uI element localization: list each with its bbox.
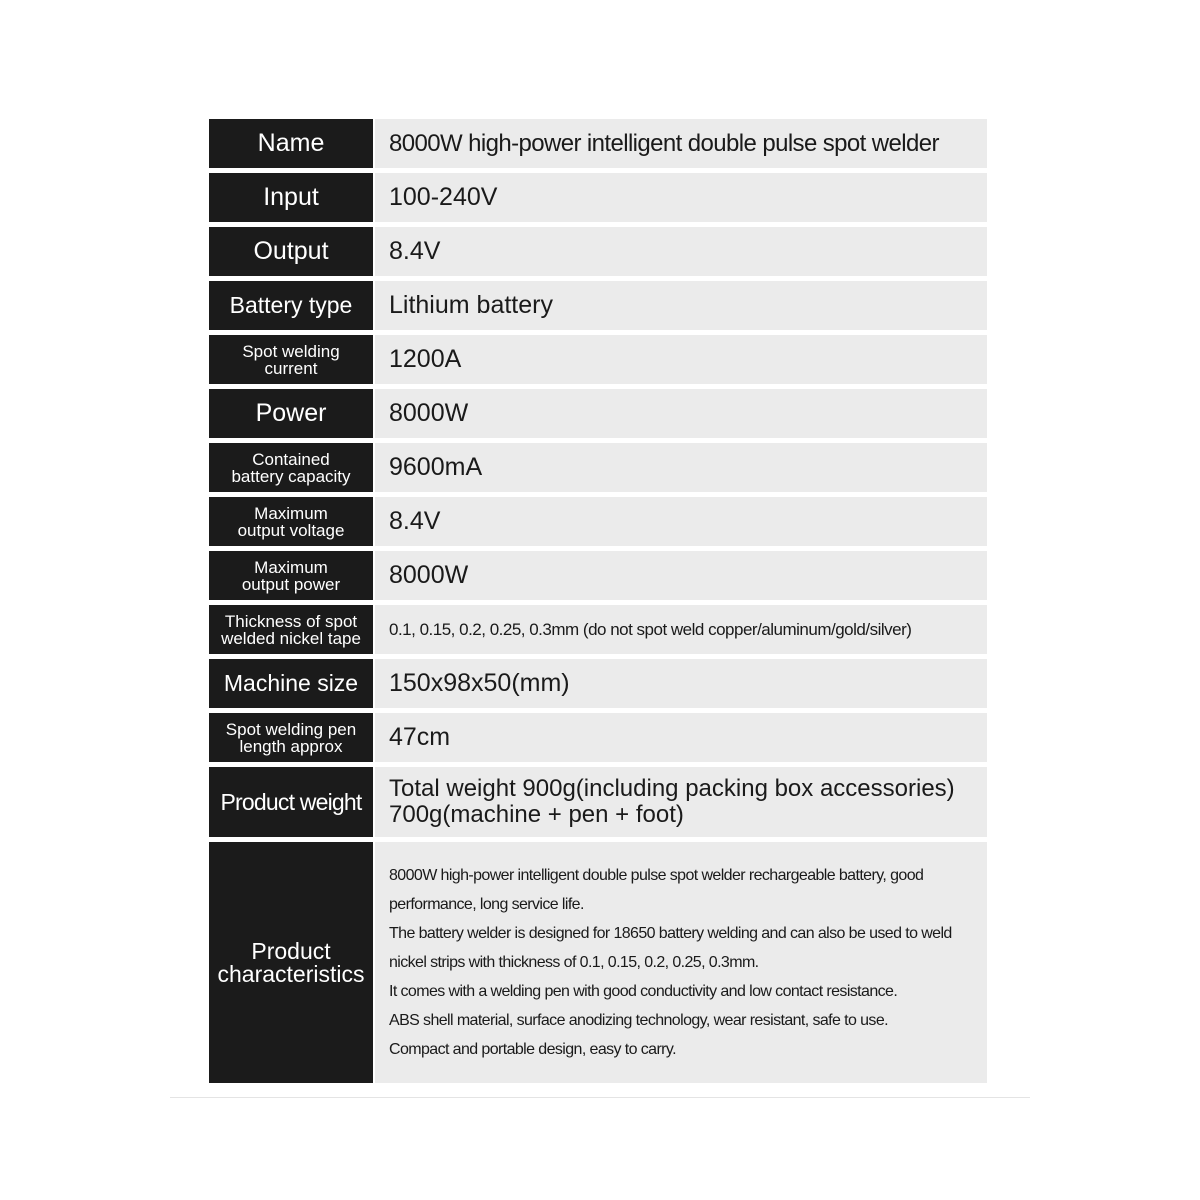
value-name: 8000W high-power intelligent double pulse spot welder <box>375 119 987 168</box>
row-output <box>209 227 987 276</box>
label-pen-length-line2: length approx <box>239 736 343 756</box>
label-nickel-tape-line2: welded nickel tape <box>221 628 361 648</box>
value-max-power: 8000W <box>375 551 987 600</box>
label-nickel-tape <box>209 605 373 654</box>
label-pen-length-line1: Spot welding pen <box>225 719 357 739</box>
value-power: 8000W <box>375 389 987 438</box>
label-max-power <box>209 551 373 600</box>
bottom-divider <box>170 1097 1030 1098</box>
value-input: 100-240V <box>375 173 987 222</box>
label-battery-capacity-line2: battery capacity <box>231 466 351 486</box>
label-max-power-line1: Maximum <box>254 557 328 577</box>
label-weight: Product weight <box>209 767 373 837</box>
row-weight <box>209 767 987 837</box>
label-input: Input <box>209 173 373 222</box>
characteristics-line: nickel strips with thickness of 0.1, 0.15, 0.2, 0.25, 0.3mm. <box>389 954 759 971</box>
row-machine-size <box>209 659 987 708</box>
row-power <box>209 389 987 438</box>
row-max-voltage <box>209 497 987 546</box>
characteristics-line: ABS shell material, surface anodizing technology, wear resistant, safe to use. <box>389 1012 888 1029</box>
value-weight-line1: Total weight 900g(including packing box accessories) <box>389 774 955 802</box>
label-characteristics-line1: Product <box>251 937 331 964</box>
spec-table <box>209 119 987 1083</box>
value-weight <box>375 767 987 837</box>
label-spot-current-line1: Spot welding <box>242 341 340 361</box>
value-pen-length: 47cm <box>375 713 987 762</box>
value-max-voltage: 8.4V <box>375 497 987 546</box>
value-output: 8.4V <box>375 227 987 276</box>
label-name: Name <box>209 119 373 168</box>
label-battery-capacity <box>209 443 373 492</box>
label-spot-current-line2: current <box>264 358 318 378</box>
value-machine-size: 150x98x50(mm) <box>375 659 987 708</box>
characteristics-line: Compact and portable design, easy to carry. <box>389 1041 676 1058</box>
label-pen-length <box>209 713 373 762</box>
characteristics-line: performance, long service life. <box>389 896 584 913</box>
label-max-voltage-line2: output voltage <box>237 520 345 540</box>
row-pen-length <box>209 713 987 762</box>
label-characteristics-line2: characteristics <box>217 960 365 987</box>
label-characteristics <box>209 842 373 1083</box>
label-max-voltage-line1: Maximum <box>254 503 328 523</box>
label-output: Output <box>209 227 373 276</box>
label-battery-type: Battery type <box>209 281 373 330</box>
row-spot-current <box>209 335 987 384</box>
label-nickel-tape-line1: Thickness of spot <box>224 611 358 631</box>
row-battery-capacity <box>209 443 987 492</box>
characteristics-line: The battery welder is designed for 18650 battery welding and can also be used to weld <box>389 925 952 942</box>
value-weight-line2: 700g(machine + pen + foot) <box>389 801 684 828</box>
row-name <box>209 119 987 168</box>
label-spot-current <box>209 335 373 384</box>
row-nickel-tape <box>209 605 987 654</box>
label-battery-capacity-line1: Contained <box>252 449 330 469</box>
label-max-voltage <box>209 497 373 546</box>
value-battery-type: Lithium battery <box>375 281 987 330</box>
label-max-power-line2: output power <box>241 574 341 594</box>
value-characteristics <box>375 842 987 1083</box>
characteristics-line: 8000W high-power intelligent double pulse spot welder rechargeable battery, good <box>389 867 924 884</box>
value-nickel-tape: 0.1, 0.15, 0.2, 0.25, 0.3mm (do not spot weld copper/aluminum/gold/silver) <box>375 605 987 654</box>
row-battery-type <box>209 281 987 330</box>
label-power: Power <box>209 389 373 438</box>
characteristics-line: It comes with a welding pen with good conductivity and low contact resistance. <box>389 983 898 1000</box>
value-battery-capacity: 9600mA <box>375 443 987 492</box>
row-characteristics <box>209 842 987 1083</box>
row-input <box>209 173 987 222</box>
value-spot-current: 1200A <box>375 335 987 384</box>
row-max-power <box>209 551 987 600</box>
label-machine-size: Machine size <box>209 659 373 708</box>
